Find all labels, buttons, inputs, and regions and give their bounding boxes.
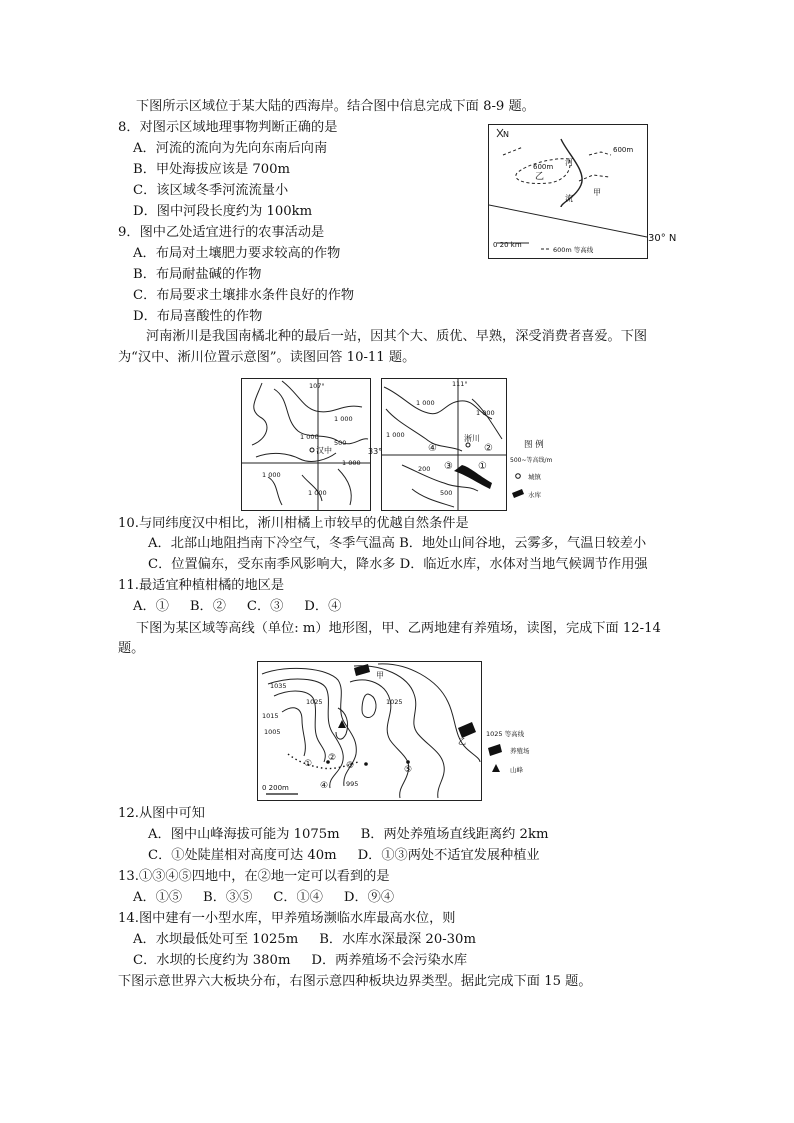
question-12-options-row-2: C．①处陡崖相对高度可达 40m D．①③两处不适宜发展种植业: [148, 848, 540, 863]
map2-contour-label-2: 1 000: [300, 433, 319, 441]
map3-label-yi: 乙: [458, 737, 466, 746]
map2-contour-label-6: 1 000: [342, 459, 361, 467]
map1-north-label: N: [503, 130, 509, 139]
question-10-options-row-2: C．位置偏东，受东南季风影响大，降水多 D．临近水库，水体对当地气候调节作用强: [148, 557, 648, 572]
xichuan-map-panel: [381, 378, 507, 511]
farm-contour-map: [257, 661, 482, 801]
map2-legend: [506, 438, 586, 510]
map3-marker-1: ①: [304, 759, 313, 769]
map1-contour-label-2: 600m: [533, 163, 554, 171]
map3-label-jia: 甲: [376, 671, 384, 680]
question-9-option-a: A．布局对土壤肥力要求较高的作物: [133, 246, 341, 261]
hanzhong-map-panel: [241, 378, 371, 511]
map2-marker-1: ①: [478, 461, 487, 472]
map3-scale-label: 0 200m: [262, 784, 289, 792]
map2-legend-town: 城镇: [528, 473, 541, 481]
question-9-stem: 9．图中乙处适宜进行的农事活动是: [118, 225, 325, 240]
question-8-stem: 8．对图示区域地理事物判断正确的是: [118, 120, 338, 135]
question-8-option-b: B．甲处海拔应该是 700m: [133, 162, 291, 177]
farm-icon: [488, 744, 502, 756]
map3-contour-label-995: 995: [346, 780, 359, 788]
intro-8-9: 下图所示区域位于某大陆的西海岸。结合图中信息完成下面 8-9 题。: [136, 99, 535, 114]
question-14-options-row-1: A．水坝最低处可至 1025m B．水库水深最深 20-30m: [133, 932, 476, 947]
map2-marker-4: ④: [428, 443, 437, 454]
question-10-stem: 10.与同纬度汉中相比，淅川柑橘上市较早的优越自然条件是: [118, 516, 469, 531]
map2-label-hanzhong: 汉中: [316, 446, 332, 455]
question-12-stem: 12.从图中可知: [118, 806, 205, 821]
map2-contour-label-8: 1 000: [386, 431, 405, 439]
map3-legend-peak: 山峰: [510, 766, 523, 774]
intro-10-11-line-1: 河南淅川是我国南橘北种的最后一站，因其个大、质优、早熟，深受消费者喜爱。下图: [146, 329, 648, 344]
map1-contour-label-1: 600m: [613, 146, 634, 154]
map1-label-he: 河: [565, 158, 573, 167]
map1-label-jia: 甲: [593, 188, 601, 197]
map3-contour-label-1025b: 1025: [386, 698, 403, 706]
map2-contour-label-7: 1 000: [416, 399, 435, 407]
question-14-stem: 14.图中建有一小型水库，甲养殖场濒临水库最高水位，则: [118, 911, 456, 926]
reservoir-icon: [512, 489, 524, 498]
map3-marker-5: ⑤: [404, 765, 413, 775]
question-9-option-b: B．布局耐盐碱的作物: [133, 267, 262, 282]
intro-12-14-line-1: 下图为某区域等高线（单位: m）地形图，甲、乙两地建有养殖场，读图，完成下面 12-14: [136, 621, 661, 636]
map2-contour-label-10: 500: [440, 489, 453, 497]
map1-latitude-label: 30° N: [648, 233, 677, 244]
question-9-option-c: C．布局要求土壤排水条件良好的作物: [133, 288, 355, 303]
question-8-option-c: C．该区域冬季河流流量小: [133, 183, 289, 198]
map1-scale-label: 0 20 km: [493, 241, 522, 249]
intro-12-14-line-2: 题。: [118, 641, 145, 656]
map2-marker-3: ③: [444, 461, 453, 472]
map2-longitude-107: 107°: [309, 382, 325, 390]
map2-contour-label-9: 200: [418, 465, 431, 473]
map2-contour-label-5: 1 000: [308, 489, 327, 497]
question-12-options-row-1: A．图中山峰海拔可能为 1075m B．两处养殖场直线距离约 2km: [148, 827, 549, 842]
question-14-options-row-2: C．水坝的长度约为 380m D．两养殖场不会污染水库: [133, 953, 468, 968]
question-9-option-d: D．布局喜酸性的作物: [133, 309, 263, 324]
map2-contour-label-1: 1 000: [334, 415, 353, 423]
map1-label-yi: 乙: [535, 172, 545, 182]
map3-contour-label-1035: 1035: [270, 682, 287, 690]
map1-label-liu: 流: [565, 194, 573, 203]
peak-icon: [492, 764, 500, 772]
question-13-options: A．①⑤ B．③⑤ C．①④ D．⑨④: [133, 890, 395, 905]
map2-contour-label-11: 1 000: [476, 409, 495, 417]
map3-marker-4: ④: [320, 781, 329, 791]
map3-marker-2: ②: [328, 753, 337, 763]
map2-latitude-label: 33°: [368, 447, 383, 456]
map2-legend-title: 图 例: [524, 440, 544, 450]
map3-contour-label-1005: 1005: [264, 728, 281, 736]
question-11-options: A．① B．② C．③ D．④: [133, 599, 342, 614]
map2-legend-reservoir: 水库: [528, 491, 541, 499]
map2-contour-label-4: 500: [334, 439, 347, 447]
map1-legend-contour: 600m 等高线: [553, 246, 594, 254]
map3-legend-contour: 1025 等高线: [486, 730, 525, 738]
map3-legend-farm: 养殖场: [510, 747, 530, 755]
map3-contour-label-1025a: 1025: [306, 698, 323, 706]
question-8-option-a: A．河流的流向为先向东南后向南: [133, 141, 328, 156]
map3-legend: [484, 726, 564, 778]
west-coast-contour-map: [488, 124, 648, 259]
map2-marker-2: ②: [484, 443, 493, 454]
question-11-stem: 11.最适宜种植柑橘的地区是: [118, 578, 285, 593]
question-8-option-d: D．图中河段长度约为 100km: [133, 204, 313, 219]
map3-contour-label-1015: 1015: [262, 712, 279, 720]
map2-legend-contour: 500~等高线/m: [510, 457, 553, 464]
map2-longitude-111: 111°: [452, 380, 468, 388]
town-icon: [516, 474, 521, 479]
intro-10-11-line-2: 为“汉中、淅川位置示意图”。读图回答 10-11 题。: [118, 350, 416, 365]
closing-intro-15: 下图示意世界六大板块分布，右图示意四种板块边界类型。据此完成下面 15 题。: [118, 974, 592, 989]
map3-marker-3: ③: [346, 761, 355, 771]
map2-label-xichuan: 淅川: [464, 434, 480, 443]
question-13-stem: 13.①③④⑤四地中，在②地一定可以看到的是: [118, 869, 390, 884]
question-10-options-row-1: A．北部山地阻挡南下冷空气，冬季气温高 B．地处山间谷地，云雾多，气温日较差小: [148, 536, 647, 551]
map2-contour-label-3: 1 000: [262, 471, 281, 479]
